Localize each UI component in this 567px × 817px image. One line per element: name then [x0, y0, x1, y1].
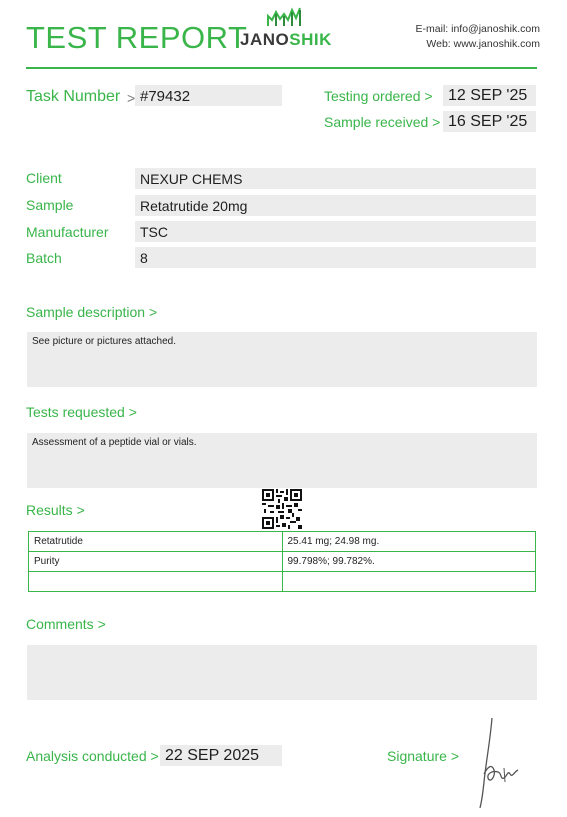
analysis-conducted-value: 22 SEP 2025	[165, 747, 260, 764]
logo-text-dark: JANO	[240, 30, 290, 49]
manufacturer-field	[135, 221, 536, 242]
sample-label: Sample	[26, 197, 74, 213]
logo-text-green: SHIK	[289, 30, 332, 49]
result-name: Retatrutide	[29, 532, 283, 552]
results-table	[28, 531, 536, 592]
analysis-conducted-label: Analysis conducted >	[26, 748, 159, 764]
client-label: Client	[26, 170, 62, 186]
sample-received-label: Sample received >	[324, 114, 441, 130]
result-value: 99.798%; 99.782%.	[282, 552, 536, 572]
result-name	[29, 572, 283, 592]
janoshik-logo	[238, 6, 338, 52]
comments-label: Comments >	[26, 616, 106, 632]
testing-ordered-label: Testing ordered >	[324, 88, 433, 104]
logo-bars-icon	[266, 6, 306, 28]
batch-value: 8	[140, 250, 148, 266]
testing-ordered-value: 12 SEP '25	[448, 87, 528, 104]
sample-value: Retatrutide 20mg	[140, 198, 248, 214]
sample-received-value: 16 SEP '25	[448, 113, 528, 130]
task-number-separator: >	[127, 90, 136, 106]
tests-requested-box: Assessment of a peptide vial or vials.	[27, 433, 537, 488]
manufacturer-label: Manufacturer	[26, 224, 109, 240]
result-name: Purity	[29, 552, 283, 572]
comments-box	[27, 645, 537, 700]
task-number-value: #79432	[140, 88, 191, 105]
results-label: Results >	[26, 502, 85, 518]
result-value	[282, 572, 536, 592]
signature-label: Signature >	[387, 748, 459, 764]
table-row	[29, 532, 536, 552]
batch-field	[135, 247, 536, 268]
sample-description-box: See picture or pictures attached.	[27, 332, 537, 387]
result-value: 25.41 mg; 24.98 mg.	[282, 532, 536, 552]
qr-code-icon	[262, 489, 302, 529]
task-number-label: Task Number	[26, 88, 121, 105]
manufacturer-value: TSC	[140, 224, 168, 240]
signature-image	[474, 712, 534, 812]
sample-description-label: Sample description >	[26, 304, 158, 320]
logo-text	[240, 30, 332, 50]
table-row	[29, 572, 536, 592]
header-divider	[26, 67, 537, 69]
tests-requested-label: Tests requested >	[26, 404, 137, 420]
client-value: NEXUP CHEMS	[140, 171, 243, 187]
contact-web: Web: www.janoshik.com	[426, 38, 540, 50]
table-row	[29, 552, 536, 572]
contact-email: E-mail: info@janoshik.com	[415, 23, 540, 35]
report-title: TEST REPORT	[26, 20, 248, 55]
batch-label: Batch	[26, 250, 62, 266]
